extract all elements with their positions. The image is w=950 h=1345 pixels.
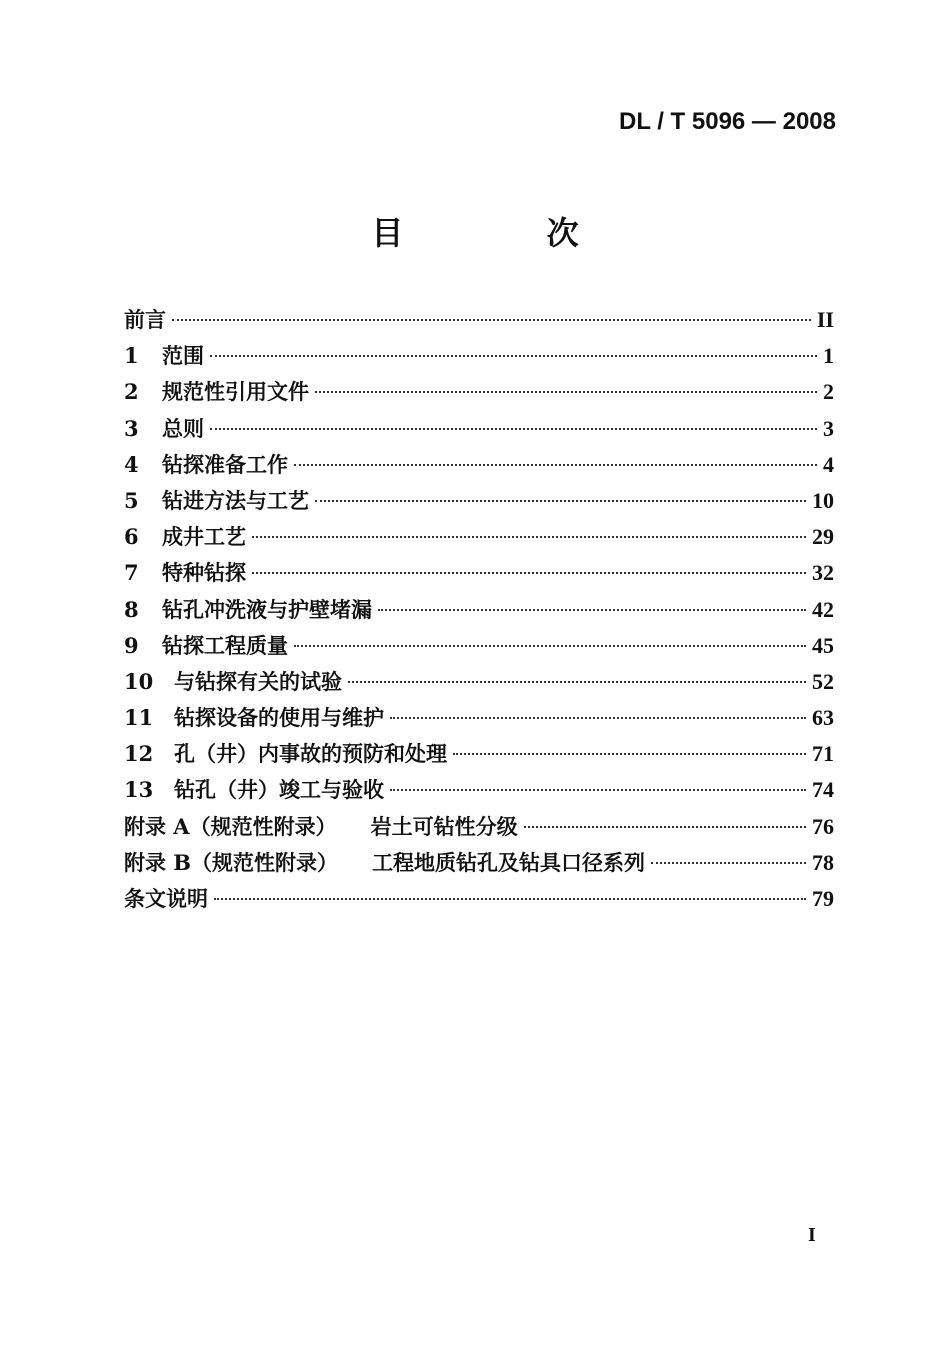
toc-entry-page: 76 bbox=[812, 813, 834, 839]
toc-entry-number: 6 bbox=[124, 524, 139, 550]
toc-entry-clause-notes[interactable] bbox=[124, 881, 834, 917]
toc-entry-page: 45 bbox=[812, 632, 834, 658]
toc-entry-number: 4 bbox=[124, 451, 139, 477]
dot-leader bbox=[390, 717, 806, 719]
toc-entry-label: 钻探准备工作 bbox=[162, 451, 288, 477]
dot-leader bbox=[294, 645, 806, 647]
toc-entry-label: 钻孔冲洗液与护壁堵漏 bbox=[162, 596, 372, 622]
dot-leader bbox=[378, 609, 806, 611]
toc-entry-4[interactable] bbox=[124, 447, 834, 483]
toc-entry-label: 条文说明 bbox=[124, 886, 208, 911]
toc-entry-label: 前言 bbox=[124, 307, 166, 332]
dot-leader bbox=[453, 753, 806, 755]
toc-entry-page: 10 bbox=[812, 487, 834, 513]
toc-entry-3[interactable] bbox=[124, 411, 834, 447]
toc-entry-5[interactable] bbox=[124, 483, 834, 519]
toc-entry-number: 11 bbox=[124, 705, 154, 731]
toc-entry-label: 附录 B（规范性附录） bbox=[124, 849, 339, 875]
toc-entry-10[interactable] bbox=[124, 664, 834, 700]
toc-entry-label: 钻进方法与工艺 bbox=[162, 487, 309, 513]
toc-entry-11[interactable] bbox=[124, 700, 834, 736]
toc-entry-number: 7 bbox=[124, 560, 139, 586]
dot-leader bbox=[315, 391, 817, 393]
toc-entry-9[interactable] bbox=[124, 628, 834, 664]
toc-entry-number: 1 bbox=[124, 343, 139, 369]
toc-entry-6[interactable] bbox=[124, 519, 834, 555]
toc-entry-label: 与钻探有关的试验 bbox=[174, 668, 342, 694]
dot-leader bbox=[210, 428, 817, 430]
toc-entry-label: 成井工艺 bbox=[162, 524, 246, 550]
toc-entry-8[interactable] bbox=[124, 592, 834, 628]
toc-entry-number: 8 bbox=[124, 596, 139, 622]
standard-code: DL / T 5096 — 2008 bbox=[618, 108, 836, 135]
toc-entry-13[interactable] bbox=[124, 772, 834, 808]
toc-entry-page: 29 bbox=[812, 524, 834, 550]
dot-leader bbox=[172, 319, 811, 321]
toc-entry-label: 钻探工程质量 bbox=[162, 632, 288, 658]
toc-entry-page: 74 bbox=[812, 777, 834, 803]
toc-entry-page: 42 bbox=[812, 596, 834, 622]
toc-entry-page: 4 bbox=[823, 451, 834, 477]
dot-leader bbox=[214, 898, 806, 900]
toc-entry-label: 范围 bbox=[162, 343, 204, 369]
toc-entry-1[interactable] bbox=[124, 338, 834, 374]
dot-leader bbox=[252, 536, 806, 538]
dot-leader bbox=[651, 862, 806, 864]
toc-entry-label: 总则 bbox=[162, 415, 204, 441]
dot-leader bbox=[294, 464, 817, 466]
toc-entry-label: 附录 A（规范性附录） bbox=[124, 813, 337, 839]
toc-entry-12[interactable] bbox=[124, 736, 834, 772]
toc-entry-page: 32 bbox=[812, 560, 834, 586]
dot-leader bbox=[348, 681, 806, 683]
dot-leader bbox=[390, 789, 806, 791]
toc-entry-label: 钻孔（井）竣工与验收 bbox=[174, 777, 384, 803]
table-of-contents bbox=[124, 302, 834, 917]
toc-entry-appendix-b[interactable] bbox=[124, 845, 834, 881]
toc-entry-label: 钻探设备的使用与维护 bbox=[174, 705, 384, 731]
toc-entry-2[interactable] bbox=[124, 374, 834, 410]
toc-entry-page: 1 bbox=[823, 343, 834, 369]
toc-entry-subtitle: 岩土可钻性分级 bbox=[370, 813, 518, 839]
toc-entry-label: 特种钻探 bbox=[162, 560, 246, 586]
toc-entry-page: 63 bbox=[812, 705, 834, 731]
page-number: I bbox=[808, 1224, 816, 1246]
toc-entry-page: 2 bbox=[823, 379, 834, 405]
toc-entry-page: 71 bbox=[812, 741, 834, 767]
dot-leader bbox=[210, 355, 817, 357]
toc-entry-page: 3 bbox=[823, 415, 834, 441]
toc-entry-label: 孔（井）内事故的预防和处理 bbox=[174, 741, 447, 767]
dot-leader bbox=[524, 826, 806, 828]
toc-entry-number: 9 bbox=[124, 632, 139, 658]
dot-leader bbox=[315, 500, 806, 502]
toc-entry-number: 5 bbox=[124, 487, 139, 513]
toc-entry-number: 12 bbox=[124, 741, 154, 767]
toc-entry-foreword[interactable] bbox=[124, 302, 834, 338]
toc-entry-number: 3 bbox=[124, 415, 139, 441]
toc-entry-page: 78 bbox=[812, 849, 834, 875]
toc-title: 目 次 bbox=[371, 214, 645, 252]
dot-leader bbox=[252, 572, 806, 574]
toc-entry-label: 规范性引用文件 bbox=[162, 379, 309, 405]
toc-entry-7[interactable] bbox=[124, 555, 834, 591]
toc-entry-number: 13 bbox=[124, 777, 154, 803]
toc-entry-page: 79 bbox=[812, 886, 834, 911]
toc-entry-subtitle: 工程地质钻孔及钻具口径系列 bbox=[372, 849, 646, 875]
toc-entry-number: 10 bbox=[124, 668, 154, 694]
toc-entry-appendix-a[interactable] bbox=[124, 809, 834, 845]
toc-entry-page: 52 bbox=[812, 668, 834, 694]
toc-entry-number: 2 bbox=[124, 379, 139, 405]
toc-entry-page: II bbox=[816, 307, 834, 332]
